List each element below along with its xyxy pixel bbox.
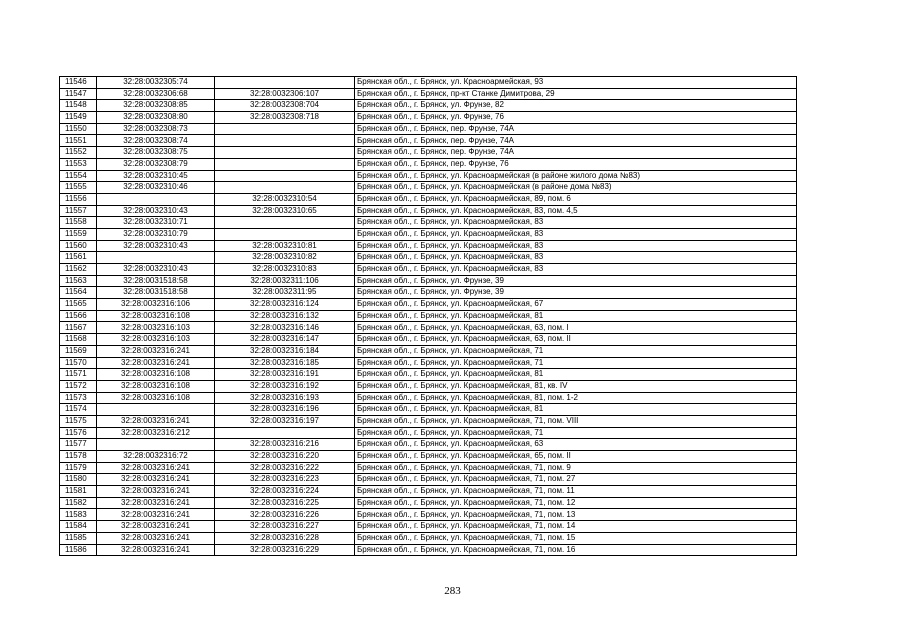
address-cell: Брянская обл., г. Брянск, ул. Красноармейская, 81, кв. IV — [355, 380, 797, 392]
table-row — [60, 205, 797, 217]
cadastral-number-cell: 32:28:0032316:241 — [97, 474, 215, 486]
table-row — [60, 228, 797, 240]
table-row — [60, 392, 797, 404]
address-cell: Брянская обл., г. Брянск, ул. Красноармейская, 71, пом. 11 — [355, 486, 797, 498]
row-number-cell: 11546 — [60, 77, 97, 89]
cadastral-number-cell: 32:28:0032316:212 — [97, 427, 215, 439]
cadastral-number-cell: 32:28:0032310:43 — [97, 205, 215, 217]
row-number-cell: 11575 — [60, 415, 97, 427]
cadastral-number-cell: 32:28:0032316:103 — [97, 322, 215, 334]
object-cadastral-number-cell: 32:28:0032310:83 — [215, 264, 355, 276]
table-row — [60, 135, 797, 147]
object-cadastral-number-cell — [215, 77, 355, 89]
object-cadastral-number-cell: 32:28:0032316:147 — [215, 334, 355, 346]
row-number-cell: 11549 — [60, 112, 97, 124]
row-number-cell: 11548 — [60, 100, 97, 112]
table-row — [60, 158, 797, 170]
address-cell: Брянская обл., г. Брянск, ул. Красноармейская, 93 — [355, 77, 797, 89]
table-row — [60, 240, 797, 252]
object-cadastral-number-cell: 32:28:0032316:193 — [215, 392, 355, 404]
row-number-cell: 11563 — [60, 275, 97, 287]
cadastral-number-cell: 32:28:0032308:73 — [97, 123, 215, 135]
cadastral-number-cell: 32:28:0032310:46 — [97, 182, 215, 194]
address-cell: Брянская обл., г. Брянск, ул. Красноармейская, 81 — [355, 369, 797, 381]
table-row — [60, 193, 797, 205]
address-cell: Брянская обл., г. Брянск, ул. Красноармейская, 83 — [355, 217, 797, 229]
table-row — [60, 369, 797, 381]
object-cadastral-number-cell: 32:28:0032316:225 — [215, 497, 355, 509]
cadastral-number-cell: 32:28:0032310:79 — [97, 228, 215, 240]
cadastral-number-cell: 32:28:0032308:85 — [97, 100, 215, 112]
table-row — [60, 275, 797, 287]
cadastral-number-cell: 32:28:0032316:241 — [97, 345, 215, 357]
address-cell: Брянская обл., г. Брянск, ул. Красноармейская, 89, пом. 6 — [355, 193, 797, 205]
table-row — [60, 123, 797, 135]
table-row — [60, 486, 797, 498]
object-cadastral-number-cell: 32:28:0032316:196 — [215, 404, 355, 416]
row-number-cell: 11559 — [60, 228, 97, 240]
table-row — [60, 532, 797, 544]
cadastral-number-cell: 32:28:0032310:43 — [97, 264, 215, 276]
row-number-cell: 11562 — [60, 264, 97, 276]
address-cell: Брянская обл., г. Брянск, ул. Красноармейская, 71, пом. VIII — [355, 415, 797, 427]
object-cadastral-number-cell: 32:28:0032310:65 — [215, 205, 355, 217]
address-cell: Брянская обл., г. Брянск, ул. Красноармейская, 63 — [355, 439, 797, 451]
row-number-cell: 11571 — [60, 369, 97, 381]
table-row — [60, 521, 797, 533]
object-cadastral-number-cell — [215, 217, 355, 229]
table-row — [60, 404, 797, 416]
cadastral-number-cell: 32:28:0031518:58 — [97, 287, 215, 299]
object-cadastral-number-cell: 32:28:0032310:81 — [215, 240, 355, 252]
cadastral-number-cell — [97, 404, 215, 416]
object-cadastral-number-cell: 32:28:0032316:227 — [215, 521, 355, 533]
row-number-cell: 11553 — [60, 158, 97, 170]
object-cadastral-number-cell — [215, 135, 355, 147]
table-row — [60, 147, 797, 159]
cadastral-number-cell: 32:28:0032308:74 — [97, 135, 215, 147]
row-number-cell: 11582 — [60, 497, 97, 509]
address-cell: Брянская обл., г. Брянск, ул. Красноармейская, 63, пом. I — [355, 322, 797, 334]
address-cell: Брянская обл., г. Брянск, ул. Фрунзе, 39 — [355, 287, 797, 299]
object-cadastral-number-cell: 32:28:0032310:82 — [215, 252, 355, 264]
table-row — [60, 182, 797, 194]
row-number-cell: 11584 — [60, 521, 97, 533]
cadastral-number-cell: 32:28:0032316:241 — [97, 357, 215, 369]
row-number-cell: 11558 — [60, 217, 97, 229]
object-cadastral-number-cell — [215, 228, 355, 240]
address-cell: Брянская обл., г. Брянск, ул. Красноармейская, 81, пом. 1-2 — [355, 392, 797, 404]
table-row — [60, 334, 797, 346]
table-row — [60, 439, 797, 451]
address-cell: Брянская обл., г. Брянск, ул. Красноармейская, 71, пом. 9 — [355, 462, 797, 474]
table-row — [60, 380, 797, 392]
cadastral-number-cell: 32:28:0032316:241 — [97, 486, 215, 498]
row-number-cell: 11569 — [60, 345, 97, 357]
cadastral-number-cell: 32:28:0032316:241 — [97, 532, 215, 544]
table-row — [60, 299, 797, 311]
row-number-cell: 11580 — [60, 474, 97, 486]
row-number-cell: 11573 — [60, 392, 97, 404]
address-cell: Брянская обл., г. Брянск, ул. Фрунзе, 76 — [355, 112, 797, 124]
object-cadastral-number-cell: 32:28:0032310:54 — [215, 193, 355, 205]
cadastral-number-cell: 32:28:0032316:241 — [97, 544, 215, 556]
address-cell: Брянская обл., г. Брянск, ул. Красноармейская, 83 — [355, 264, 797, 276]
object-cadastral-number-cell: 32:28:0032316:184 — [215, 345, 355, 357]
row-number-cell: 11554 — [60, 170, 97, 182]
cadastral-number-cell: 32:28:0032305:74 — [97, 77, 215, 89]
address-cell: Брянская обл., г. Брянск, ул. Красноармейская, 63, пом. II — [355, 334, 797, 346]
object-cadastral-number-cell: 32:28:0032316:124 — [215, 299, 355, 311]
cadastral-number-cell: 32:28:0032316:108 — [97, 369, 215, 381]
table-row — [60, 357, 797, 369]
table-row — [60, 77, 797, 89]
address-cell: Брянская обл., г. Брянск, ул. Красноармейская, 71, пом. 27 — [355, 474, 797, 486]
object-cadastral-number-cell: 32:28:0032316:224 — [215, 486, 355, 498]
registry-table — [59, 76, 797, 556]
address-cell: Брянская обл., г. Брянск, ул. Красноармейская, 83 — [355, 240, 797, 252]
object-cadastral-number-cell: 32:28:0032316:146 — [215, 322, 355, 334]
cadastral-number-cell: 32:28:0032308:75 — [97, 147, 215, 159]
row-number-cell: 11557 — [60, 205, 97, 217]
address-cell: Брянская обл., г. Брянск, ул. Красноармейская, 81 — [355, 310, 797, 322]
address-cell: Брянская обл., г. Брянск, ул. Красноармейская, 71, пом. 15 — [355, 532, 797, 544]
object-cadastral-number-cell: 32:28:0032316:216 — [215, 439, 355, 451]
cadastral-number-cell: 32:28:0032306:68 — [97, 88, 215, 100]
cadastral-number-cell: 32:28:0032316:241 — [97, 521, 215, 533]
row-number-cell: 11565 — [60, 299, 97, 311]
address-cell: Брянская обл., г. Брянск, ул. Красноармейская, 65, пом. II — [355, 451, 797, 463]
row-number-cell: 11556 — [60, 193, 97, 205]
object-cadastral-number-cell: 32:28:0032316:197 — [215, 415, 355, 427]
cadastral-number-cell: 32:28:0032316:72 — [97, 451, 215, 463]
table-row — [60, 310, 797, 322]
object-cadastral-number-cell: 32:28:0032316:192 — [215, 380, 355, 392]
row-number-cell: 11570 — [60, 357, 97, 369]
cadastral-number-cell — [97, 252, 215, 264]
object-cadastral-number-cell: 32:28:0032316:228 — [215, 532, 355, 544]
table-row — [60, 322, 797, 334]
object-cadastral-number-cell: 32:28:0032316:229 — [215, 544, 355, 556]
table-row — [60, 88, 797, 100]
cadastral-number-cell: 32:28:0031518:58 — [97, 275, 215, 287]
row-number-cell: 11578 — [60, 451, 97, 463]
row-number-cell: 11581 — [60, 486, 97, 498]
table-row — [60, 451, 797, 463]
cadastral-number-cell: 32:28:0032310:45 — [97, 170, 215, 182]
cadastral-number-cell: 32:28:0032316:108 — [97, 392, 215, 404]
row-number-cell: 11561 — [60, 252, 97, 264]
object-cadastral-number-cell: 32:28:0032316:222 — [215, 462, 355, 474]
object-cadastral-number-cell — [215, 427, 355, 439]
table-row — [60, 462, 797, 474]
table-row — [60, 264, 797, 276]
cadastral-number-cell — [97, 439, 215, 451]
row-number-cell: 11583 — [60, 509, 97, 521]
address-cell: Брянская обл., г. Брянск, ул. Красноармейская, 83 — [355, 228, 797, 240]
cadastral-number-cell: 32:28:0032308:80 — [97, 112, 215, 124]
address-cell: Брянская обл., г. Брянск, ул. Красноармейская, 71, пом. 13 — [355, 509, 797, 521]
cadastral-number-cell: 32:28:0032316:241 — [97, 462, 215, 474]
row-number-cell: 11574 — [60, 404, 97, 416]
row-number-cell: 11577 — [60, 439, 97, 451]
cadastral-number-cell: 32:28:0032316:108 — [97, 380, 215, 392]
address-cell: Брянская обл., г. Брянск, пр-кт Станке Димитрова, 29 — [355, 88, 797, 100]
address-cell: Брянская обл., г. Брянск, ул. Красноармейская (в районе дома №83) — [355, 182, 797, 194]
object-cadastral-number-cell — [215, 147, 355, 159]
object-cadastral-number-cell: 32:28:0032316:132 — [215, 310, 355, 322]
cadastral-number-cell: 32:28:0032316:106 — [97, 299, 215, 311]
table-row — [60, 112, 797, 124]
address-cell: Брянская обл., г. Брянск, пер. Фрунзе, 74А — [355, 123, 797, 135]
object-cadastral-number-cell: 32:28:0032306:107 — [215, 88, 355, 100]
table-row — [60, 497, 797, 509]
cadastral-number-cell: 32:28:0032316:103 — [97, 334, 215, 346]
cadastral-number-cell: 32:28:0032308:79 — [97, 158, 215, 170]
cadastral-number-cell: 32:28:0032316:108 — [97, 310, 215, 322]
address-cell: Брянская обл., г. Брянск, ул. Фрунзе, 39 — [355, 275, 797, 287]
address-cell: Брянская обл., г. Брянск, ул. Красноармейская, 71, пом. 12 — [355, 497, 797, 509]
object-cadastral-number-cell: 32:28:0032316:223 — [215, 474, 355, 486]
table-row — [60, 415, 797, 427]
table-row — [60, 252, 797, 264]
row-number-cell: 11579 — [60, 462, 97, 474]
table-row — [60, 287, 797, 299]
cadastral-number-cell: 32:28:0032316:241 — [97, 509, 215, 521]
object-cadastral-number-cell — [215, 123, 355, 135]
table-row — [60, 100, 797, 112]
row-number-cell: 11551 — [60, 135, 97, 147]
address-cell: Брянская обл., г. Брянск, ул. Красноармейская, 83, пом. 4,5 — [355, 205, 797, 217]
object-cadastral-number-cell: 32:28:0032311:95 — [215, 287, 355, 299]
object-cadastral-number-cell: 32:28:0032308:718 — [215, 112, 355, 124]
table-row — [60, 509, 797, 521]
row-number-cell: 11566 — [60, 310, 97, 322]
registry-table-body — [60, 77, 797, 556]
table-row — [60, 544, 797, 556]
row-number-cell: 11585 — [60, 532, 97, 544]
row-number-cell: 11555 — [60, 182, 97, 194]
cadastral-number-cell: 32:28:0032310:43 — [97, 240, 215, 252]
address-cell: Брянская обл., г. Брянск, ул. Красноармейская (в районе жилого дома №83) — [355, 170, 797, 182]
row-number-cell: 11547 — [60, 88, 97, 100]
address-cell: Брянская обл., г. Брянск, ул. Красноармейская, 71 — [355, 427, 797, 439]
address-cell: Брянская обл., г. Брянск, ул. Фрунзе, 82 — [355, 100, 797, 112]
object-cadastral-number-cell: 32:28:0032316:185 — [215, 357, 355, 369]
row-number-cell: 11564 — [60, 287, 97, 299]
object-cadastral-number-cell: 32:28:0032316:226 — [215, 509, 355, 521]
object-cadastral-number-cell — [215, 170, 355, 182]
object-cadastral-number-cell: 32:28:0032311:106 — [215, 275, 355, 287]
row-number-cell: 11568 — [60, 334, 97, 346]
cadastral-number-cell — [97, 193, 215, 205]
address-cell: Брянская обл., г. Брянск, пер. Фрунзе, 74А — [355, 135, 797, 147]
object-cadastral-number-cell: 32:28:0032316:191 — [215, 369, 355, 381]
row-number-cell: 11572 — [60, 380, 97, 392]
address-cell: Брянская обл., г. Брянск, ул. Красноармейская, 71, пом. 16 — [355, 544, 797, 556]
row-number-cell: 11552 — [60, 147, 97, 159]
address-cell: Брянская обл., г. Брянск, ул. Красноармейская, 71, пом. 14 — [355, 521, 797, 533]
row-number-cell: 11586 — [60, 544, 97, 556]
address-cell: Брянская обл., г. Брянск, пер. Фрунзе, 76 — [355, 158, 797, 170]
row-number-cell: 11560 — [60, 240, 97, 252]
row-number-cell: 11550 — [60, 123, 97, 135]
object-cadastral-number-cell — [215, 158, 355, 170]
table-row — [60, 427, 797, 439]
address-cell: Брянская обл., г. Брянск, ул. Красноармейская, 81 — [355, 404, 797, 416]
address-cell: Брянская обл., г. Брянск, ул. Красноармейская, 71 — [355, 357, 797, 369]
object-cadastral-number-cell — [215, 182, 355, 194]
row-number-cell: 11576 — [60, 427, 97, 439]
page-number: 283 — [444, 585, 461, 597]
object-cadastral-number-cell: 32:28:0032316:220 — [215, 451, 355, 463]
cadastral-number-cell: 32:28:0032316:241 — [97, 497, 215, 509]
address-cell: Брянская обл., г. Брянск, ул. Красноармейская, 67 — [355, 299, 797, 311]
cadastral-number-cell: 32:28:0032310:71 — [97, 217, 215, 229]
address-cell: Брянская обл., г. Брянск, пер. Фрунзе, 74А — [355, 147, 797, 159]
table-row — [60, 345, 797, 357]
table-row — [60, 474, 797, 486]
table-row — [60, 170, 797, 182]
row-number-cell: 11567 — [60, 322, 97, 334]
table-row — [60, 217, 797, 229]
address-cell: Брянская обл., г. Брянск, ул. Красноармейская, 83 — [355, 252, 797, 264]
object-cadastral-number-cell: 32:28:0032308:704 — [215, 100, 355, 112]
address-cell: Брянская обл., г. Брянск, ул. Красноармейская, 71 — [355, 345, 797, 357]
cadastral-number-cell: 32:28:0032316:241 — [97, 415, 215, 427]
